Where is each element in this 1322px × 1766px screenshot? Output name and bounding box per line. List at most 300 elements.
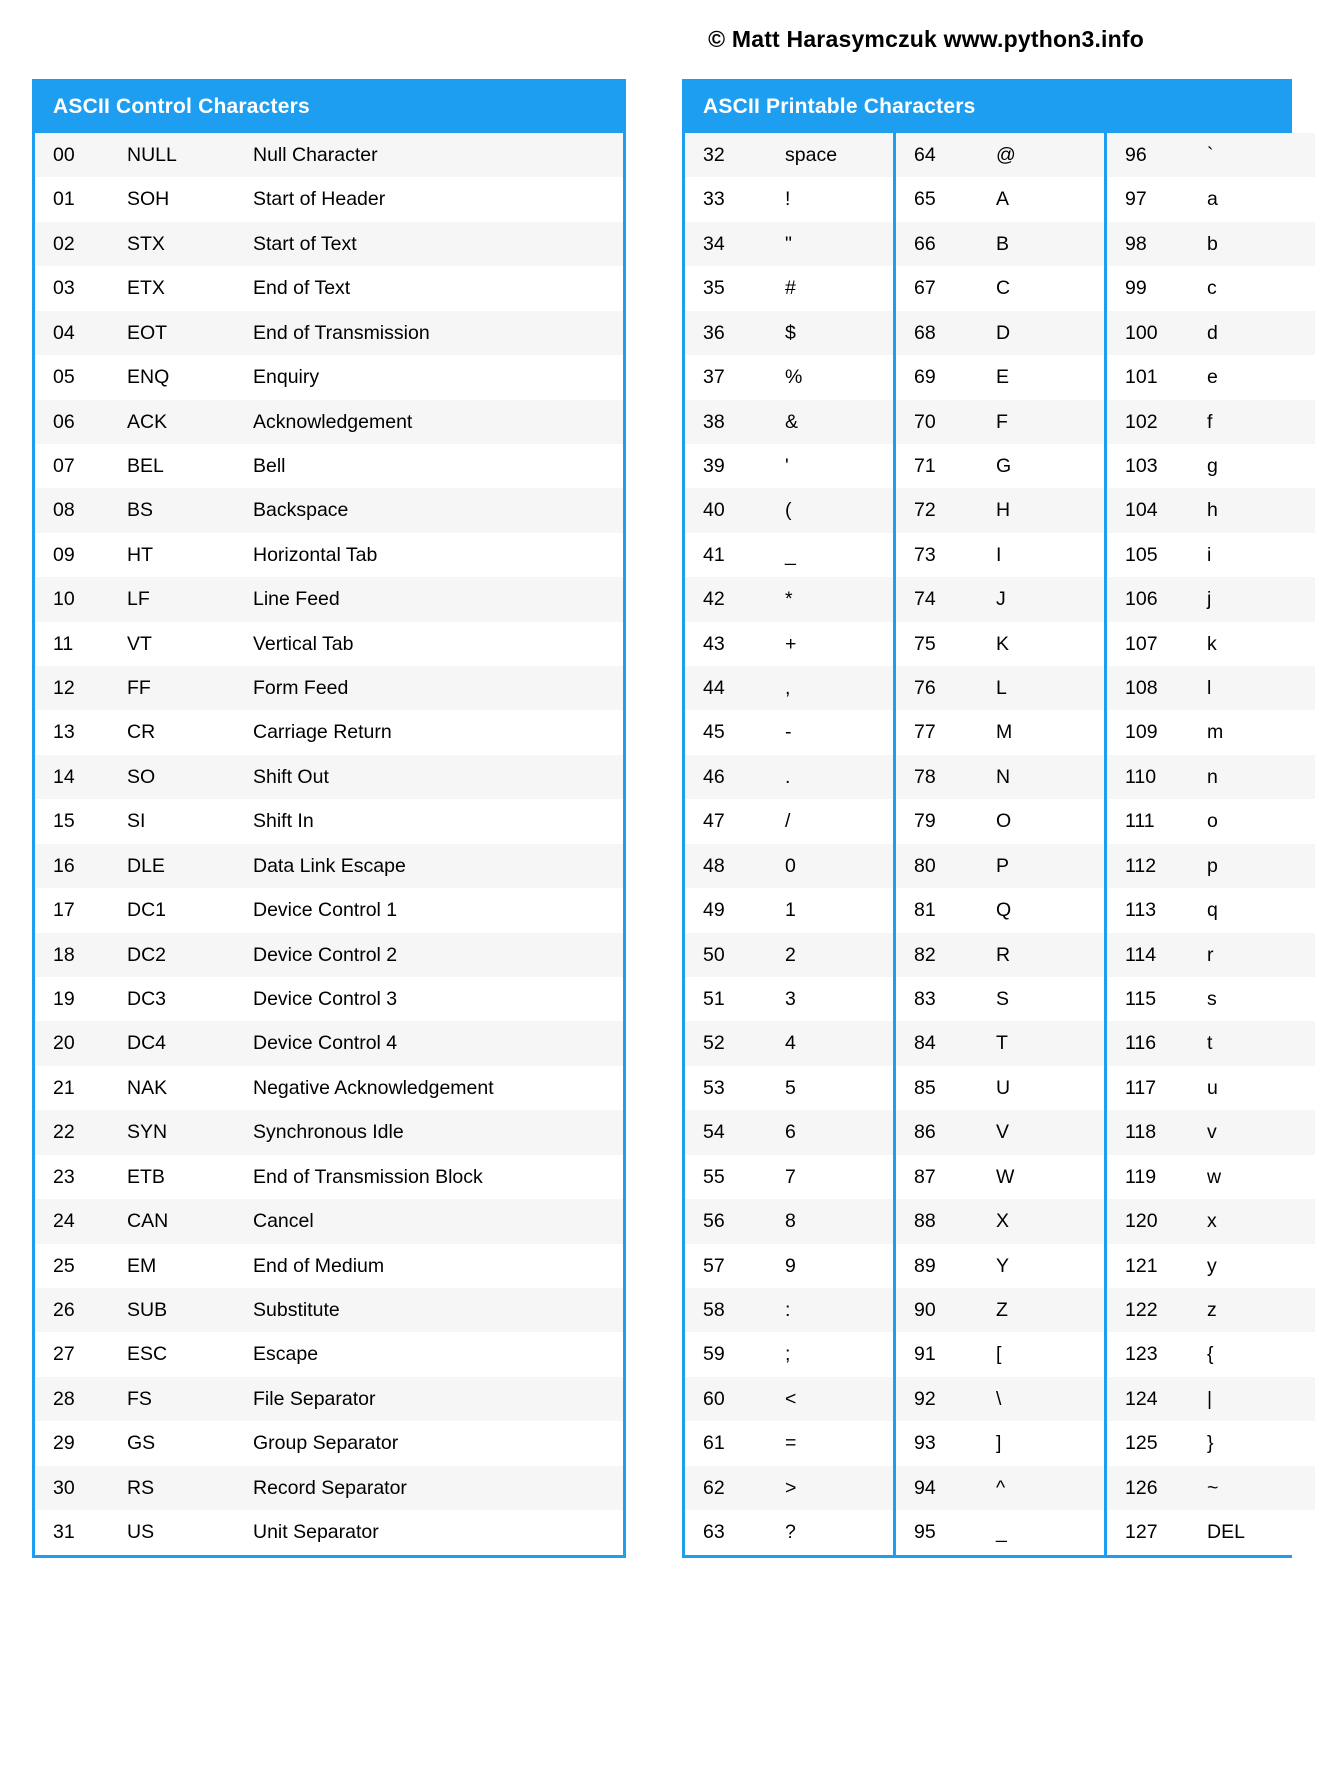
printable-character-glyph: L bbox=[996, 666, 1104, 710]
table-row bbox=[35, 311, 623, 355]
control-code-description: Group Separator bbox=[253, 1421, 623, 1465]
printable-code-decimal: 56 bbox=[685, 1199, 785, 1243]
printable-character-glyph: X bbox=[996, 1199, 1104, 1243]
printable-character-glyph: ~ bbox=[1207, 1466, 1315, 1510]
table-row bbox=[685, 533, 1315, 577]
printable-code-decimal: 75 bbox=[896, 622, 996, 666]
printable-code-decimal: 43 bbox=[685, 622, 785, 666]
printable-code-decimal: 91 bbox=[896, 1332, 996, 1376]
printable-character-glyph: v bbox=[1207, 1110, 1315, 1154]
printable-code-decimal: 94 bbox=[896, 1466, 996, 1510]
control-code-description: End of Text bbox=[253, 266, 623, 310]
printable-character-glyph: _ bbox=[785, 533, 893, 577]
printable-character-glyph: z bbox=[1207, 1288, 1315, 1332]
table-row bbox=[35, 266, 623, 310]
printable-code-decimal: 103 bbox=[1107, 444, 1207, 488]
printable-character-glyph: x bbox=[1207, 1199, 1315, 1243]
printable-code-decimal: 115 bbox=[1107, 977, 1207, 1021]
control-code-abbreviation: HT bbox=[127, 533, 253, 577]
ascii-printable-characters-panel bbox=[682, 79, 1292, 1558]
printable-character-glyph: Q bbox=[996, 888, 1104, 932]
printable-character-glyph: p bbox=[1207, 844, 1315, 888]
printable-code-decimal: 111 bbox=[1107, 799, 1207, 843]
control-code-decimal: 27 bbox=[35, 1332, 127, 1376]
printable-code-decimal: 59 bbox=[685, 1332, 785, 1376]
control-code-decimal: 30 bbox=[35, 1466, 127, 1510]
control-code-decimal: 19 bbox=[35, 977, 127, 1021]
printable-code-decimal: 107 bbox=[1107, 622, 1207, 666]
printable-code-decimal: 96 bbox=[1107, 133, 1207, 177]
printable-character-glyph: o bbox=[1207, 799, 1315, 843]
table-row bbox=[35, 844, 623, 888]
printable-code-decimal: 127 bbox=[1107, 1510, 1207, 1554]
control-code-description: Acknowledgement bbox=[253, 400, 623, 444]
table-row bbox=[35, 222, 623, 266]
control-code-abbreviation: FF bbox=[127, 666, 253, 710]
printable-code-decimal: 50 bbox=[685, 933, 785, 977]
printable-code-decimal: 123 bbox=[1107, 1332, 1207, 1376]
printable-character-glyph: B bbox=[996, 222, 1104, 266]
table-row bbox=[35, 400, 623, 444]
printable-code-decimal: 124 bbox=[1107, 1377, 1207, 1421]
ascii-control-characters-title: ASCII Control Characters bbox=[35, 82, 623, 133]
control-code-decimal: 08 bbox=[35, 488, 127, 532]
tables-container bbox=[30, 79, 1292, 1558]
printable-character-glyph: DEL bbox=[1207, 1510, 1315, 1554]
printable-character-glyph: ` bbox=[1207, 133, 1315, 177]
table-row bbox=[35, 1244, 623, 1288]
control-code-description: Device Control 2 bbox=[253, 933, 623, 977]
printable-code-decimal: 77 bbox=[896, 710, 996, 754]
printable-character-glyph: c bbox=[1207, 266, 1315, 310]
printable-character-glyph: 5 bbox=[785, 1066, 893, 1110]
control-code-abbreviation: EM bbox=[127, 1244, 253, 1288]
printable-code-decimal: 41 bbox=[685, 533, 785, 577]
table-row bbox=[35, 1199, 623, 1243]
control-code-abbreviation: DLE bbox=[127, 844, 253, 888]
control-code-description: Carriage Return bbox=[253, 710, 623, 754]
printable-code-decimal: 62 bbox=[685, 1466, 785, 1510]
table-row bbox=[685, 1466, 1315, 1510]
table-row bbox=[35, 1332, 623, 1376]
control-code-abbreviation: ETB bbox=[127, 1155, 253, 1199]
printable-character-glyph: ^ bbox=[996, 1466, 1104, 1510]
printable-code-decimal: 92 bbox=[896, 1377, 996, 1421]
printable-code-decimal: 80 bbox=[896, 844, 996, 888]
printable-code-decimal: 40 bbox=[685, 488, 785, 532]
printable-character-glyph: # bbox=[785, 266, 893, 310]
printable-code-decimal: 49 bbox=[685, 888, 785, 932]
printable-character-glyph: ' bbox=[785, 444, 893, 488]
printable-character-glyph: u bbox=[1207, 1066, 1315, 1110]
printable-code-decimal: 55 bbox=[685, 1155, 785, 1199]
control-code-abbreviation: SYN bbox=[127, 1110, 253, 1154]
printable-code-decimal: 99 bbox=[1107, 266, 1207, 310]
printable-code-decimal: 116 bbox=[1107, 1021, 1207, 1065]
printable-character-glyph: ! bbox=[785, 177, 893, 221]
table-row bbox=[35, 933, 623, 977]
control-code-decimal: 00 bbox=[35, 133, 127, 177]
control-code-decimal: 26 bbox=[35, 1288, 127, 1332]
table-row bbox=[685, 133, 1315, 177]
printable-character-glyph: I bbox=[996, 533, 1104, 577]
printable-character-glyph: b bbox=[1207, 222, 1315, 266]
control-code-description: Cancel bbox=[253, 1199, 623, 1243]
printable-code-decimal: 100 bbox=[1107, 311, 1207, 355]
printable-code-decimal: 83 bbox=[896, 977, 996, 1021]
table-row bbox=[35, 1155, 623, 1199]
printable-code-decimal: 68 bbox=[896, 311, 996, 355]
control-code-description: End of Medium bbox=[253, 1244, 623, 1288]
table-row bbox=[685, 755, 1315, 799]
printable-character-glyph: / bbox=[785, 799, 893, 843]
printable-character-glyph: 6 bbox=[785, 1110, 893, 1154]
table-row bbox=[35, 977, 623, 1021]
printable-character-glyph: > bbox=[785, 1466, 893, 1510]
control-code-abbreviation: DC1 bbox=[127, 888, 253, 932]
control-code-description: Bell bbox=[253, 444, 623, 488]
printable-code-decimal: 79 bbox=[896, 799, 996, 843]
printable-character-glyph: T bbox=[996, 1021, 1104, 1065]
printable-code-decimal: 82 bbox=[896, 933, 996, 977]
printable-character-glyph: 4 bbox=[785, 1021, 893, 1065]
control-code-abbreviation: SOH bbox=[127, 177, 253, 221]
control-code-abbreviation: US bbox=[127, 1510, 253, 1554]
control-code-description: Device Control 3 bbox=[253, 977, 623, 1021]
printable-code-decimal: 120 bbox=[1107, 1199, 1207, 1243]
control-code-description: Form Feed bbox=[253, 666, 623, 710]
printable-character-glyph: d bbox=[1207, 311, 1315, 355]
control-code-decimal: 18 bbox=[35, 933, 127, 977]
printable-character-glyph: O bbox=[996, 799, 1104, 843]
printable-code-decimal: 118 bbox=[1107, 1110, 1207, 1154]
printable-code-decimal: 53 bbox=[685, 1066, 785, 1110]
table-row bbox=[685, 400, 1315, 444]
table-row bbox=[35, 755, 623, 799]
printable-code-decimal: 88 bbox=[896, 1199, 996, 1243]
printable-code-decimal: 51 bbox=[685, 977, 785, 1021]
control-code-abbreviation: GS bbox=[127, 1421, 253, 1465]
table-row bbox=[35, 1066, 623, 1110]
control-code-decimal: 10 bbox=[35, 577, 127, 621]
control-code-abbreviation: SUB bbox=[127, 1288, 253, 1332]
printable-code-decimal: 108 bbox=[1107, 666, 1207, 710]
printable-code-decimal: 63 bbox=[685, 1510, 785, 1554]
control-code-abbreviation: RS bbox=[127, 1466, 253, 1510]
printable-code-decimal: 37 bbox=[685, 355, 785, 399]
table-row bbox=[35, 1110, 623, 1154]
ascii-printable-characters-table bbox=[685, 133, 1315, 1555]
control-code-decimal: 31 bbox=[35, 1510, 127, 1554]
control-code-description: Horizontal Tab bbox=[253, 533, 623, 577]
control-code-description: Line Feed bbox=[253, 577, 623, 621]
printable-character-glyph: 3 bbox=[785, 977, 893, 1021]
printable-code-decimal: 81 bbox=[896, 888, 996, 932]
printable-code-decimal: 112 bbox=[1107, 844, 1207, 888]
printable-code-decimal: 95 bbox=[896, 1510, 996, 1554]
printable-character-glyph: & bbox=[785, 400, 893, 444]
printable-character-glyph: G bbox=[996, 444, 1104, 488]
control-code-description: File Separator bbox=[253, 1377, 623, 1421]
table-row bbox=[35, 888, 623, 932]
printable-character-glyph: $ bbox=[785, 311, 893, 355]
printable-character-glyph: l bbox=[1207, 666, 1315, 710]
printable-character-glyph: % bbox=[785, 355, 893, 399]
printable-character-glyph: H bbox=[996, 488, 1104, 532]
printable-code-decimal: 109 bbox=[1107, 710, 1207, 754]
control-code-decimal: 21 bbox=[35, 1066, 127, 1110]
control-code-abbreviation: ENQ bbox=[127, 355, 253, 399]
printable-code-decimal: 90 bbox=[896, 1288, 996, 1332]
printable-code-decimal: 84 bbox=[896, 1021, 996, 1065]
printable-character-glyph: . bbox=[785, 755, 893, 799]
printable-code-decimal: 78 bbox=[896, 755, 996, 799]
control-code-abbreviation: ESC bbox=[127, 1332, 253, 1376]
printable-code-decimal: 45 bbox=[685, 710, 785, 754]
table-row bbox=[35, 666, 623, 710]
control-code-description: Start of Header bbox=[253, 177, 623, 221]
printable-character-glyph: 1 bbox=[785, 888, 893, 932]
control-code-decimal: 09 bbox=[35, 533, 127, 577]
control-code-abbreviation: BS bbox=[127, 488, 253, 532]
control-code-description: Device Control 4 bbox=[253, 1021, 623, 1065]
printable-code-decimal: 38 bbox=[685, 400, 785, 444]
control-code-abbreviation: BEL bbox=[127, 444, 253, 488]
printable-code-decimal: 113 bbox=[1107, 888, 1207, 932]
table-row bbox=[35, 133, 623, 177]
control-code-description: Device Control 1 bbox=[253, 888, 623, 932]
printable-character-glyph: C bbox=[996, 266, 1104, 310]
printable-character-glyph: J bbox=[996, 577, 1104, 621]
printable-character-glyph: | bbox=[1207, 1377, 1315, 1421]
control-code-abbreviation: ETX bbox=[127, 266, 253, 310]
printable-code-decimal: 32 bbox=[685, 133, 785, 177]
printable-code-decimal: 110 bbox=[1107, 755, 1207, 799]
control-code-abbreviation: VT bbox=[127, 622, 253, 666]
printable-character-glyph: W bbox=[996, 1155, 1104, 1199]
printable-code-decimal: 105 bbox=[1107, 533, 1207, 577]
printable-code-decimal: 106 bbox=[1107, 577, 1207, 621]
control-code-description: End of Transmission bbox=[253, 311, 623, 355]
printable-code-decimal: 66 bbox=[896, 222, 996, 266]
table-row bbox=[685, 177, 1315, 221]
control-code-description: Record Separator bbox=[253, 1466, 623, 1510]
table-row bbox=[685, 444, 1315, 488]
table-row bbox=[685, 1332, 1315, 1376]
printable-code-decimal: 125 bbox=[1107, 1421, 1207, 1465]
table-row bbox=[685, 1244, 1315, 1288]
control-code-abbreviation: EOT bbox=[127, 311, 253, 355]
printable-character-glyph: < bbox=[785, 1377, 893, 1421]
control-code-abbreviation: ACK bbox=[127, 400, 253, 444]
table-row bbox=[35, 1288, 623, 1332]
printable-character-glyph: a bbox=[1207, 177, 1315, 221]
printable-character-glyph: , bbox=[785, 666, 893, 710]
control-code-abbreviation: CAN bbox=[127, 1199, 253, 1243]
printable-character-glyph: D bbox=[996, 311, 1104, 355]
control-code-decimal: 03 bbox=[35, 266, 127, 310]
table-row bbox=[685, 1155, 1315, 1199]
table-row bbox=[35, 177, 623, 221]
table-row bbox=[685, 1288, 1315, 1332]
control-code-decimal: 25 bbox=[35, 1244, 127, 1288]
printable-character-glyph: M bbox=[996, 710, 1104, 754]
table-row bbox=[35, 1377, 623, 1421]
printable-code-decimal: 65 bbox=[896, 177, 996, 221]
printable-character-glyph: t bbox=[1207, 1021, 1315, 1065]
printable-code-decimal: 70 bbox=[896, 400, 996, 444]
ascii-control-characters-table bbox=[35, 133, 623, 1555]
printable-character-glyph: f bbox=[1207, 400, 1315, 444]
printable-character-glyph: r bbox=[1207, 933, 1315, 977]
printable-code-decimal: 97 bbox=[1107, 177, 1207, 221]
table-row bbox=[685, 799, 1315, 843]
table-row bbox=[685, 1199, 1315, 1243]
printable-character-glyph: i bbox=[1207, 533, 1315, 577]
control-code-decimal: 01 bbox=[35, 177, 127, 221]
table-row bbox=[685, 222, 1315, 266]
printable-code-decimal: 104 bbox=[1107, 488, 1207, 532]
control-code-abbreviation: DC3 bbox=[127, 977, 253, 1021]
control-code-decimal: 15 bbox=[35, 799, 127, 843]
control-code-description: Enquiry bbox=[253, 355, 623, 399]
printable-code-decimal: 35 bbox=[685, 266, 785, 310]
printable-code-decimal: 74 bbox=[896, 577, 996, 621]
table-row bbox=[35, 577, 623, 621]
control-code-description: Unit Separator bbox=[253, 1510, 623, 1554]
printable-character-glyph: V bbox=[996, 1110, 1104, 1154]
printable-code-decimal: 72 bbox=[896, 488, 996, 532]
control-code-decimal: 07 bbox=[35, 444, 127, 488]
control-code-description: Backspace bbox=[253, 488, 623, 532]
printable-character-glyph: w bbox=[1207, 1155, 1315, 1199]
table-row bbox=[685, 1110, 1315, 1154]
printable-character-glyph: ? bbox=[785, 1510, 893, 1554]
control-code-decimal: 06 bbox=[35, 400, 127, 444]
printable-character-glyph: Y bbox=[996, 1244, 1104, 1288]
printable-code-decimal: 126 bbox=[1107, 1466, 1207, 1510]
printable-character-glyph: + bbox=[785, 622, 893, 666]
printable-code-decimal: 48 bbox=[685, 844, 785, 888]
printable-character-glyph: R bbox=[996, 933, 1104, 977]
credit-line: © Matt Harasymczuk www.python3.info bbox=[708, 26, 1144, 52]
control-code-decimal: 28 bbox=[35, 1377, 127, 1421]
printable-character-glyph: - bbox=[785, 710, 893, 754]
control-code-description: Synchronous Idle bbox=[253, 1110, 623, 1154]
table-row bbox=[35, 1021, 623, 1065]
printable-character-glyph: { bbox=[1207, 1332, 1315, 1376]
printable-character-glyph: h bbox=[1207, 488, 1315, 532]
printable-code-decimal: 86 bbox=[896, 1110, 996, 1154]
control-code-abbreviation: SO bbox=[127, 755, 253, 799]
ascii-printable-characters-title: ASCII Printable Characters bbox=[685, 82, 1289, 133]
printable-character-glyph: * bbox=[785, 577, 893, 621]
control-code-decimal: 12 bbox=[35, 666, 127, 710]
table-row bbox=[35, 355, 623, 399]
table-row bbox=[685, 710, 1315, 754]
table-row bbox=[685, 1421, 1315, 1465]
printable-character-glyph: A bbox=[996, 177, 1104, 221]
printable-code-decimal: 85 bbox=[896, 1066, 996, 1110]
printable-code-decimal: 87 bbox=[896, 1155, 996, 1199]
table-row bbox=[685, 577, 1315, 621]
printable-code-decimal: 61 bbox=[685, 1421, 785, 1465]
control-code-decimal: 04 bbox=[35, 311, 127, 355]
table-row bbox=[685, 355, 1315, 399]
table-row bbox=[35, 1510, 623, 1554]
control-code-abbreviation: DC2 bbox=[127, 933, 253, 977]
control-code-decimal: 16 bbox=[35, 844, 127, 888]
table-row bbox=[685, 1066, 1315, 1110]
control-code-abbreviation: NULL bbox=[127, 133, 253, 177]
printable-code-decimal: 64 bbox=[896, 133, 996, 177]
table-row bbox=[685, 1377, 1315, 1421]
printable-code-decimal: 73 bbox=[896, 533, 996, 577]
printable-code-decimal: 93 bbox=[896, 1421, 996, 1465]
printable-character-glyph: ] bbox=[996, 1421, 1104, 1465]
printable-character-glyph: [ bbox=[996, 1332, 1104, 1376]
ascii-control-characters-panel bbox=[32, 79, 626, 1558]
printable-code-decimal: 57 bbox=[685, 1244, 785, 1288]
printable-character-glyph: ; bbox=[785, 1332, 893, 1376]
printable-character-glyph: e bbox=[1207, 355, 1315, 399]
printable-character-glyph: _ bbox=[996, 1510, 1104, 1554]
printable-code-decimal: 42 bbox=[685, 577, 785, 621]
control-code-abbreviation: DC4 bbox=[127, 1021, 253, 1065]
printable-code-decimal: 39 bbox=[685, 444, 785, 488]
table-row bbox=[35, 533, 623, 577]
table-row bbox=[685, 933, 1315, 977]
printable-character-glyph: 2 bbox=[785, 933, 893, 977]
control-code-decimal: 11 bbox=[35, 622, 127, 666]
control-code-decimal: 14 bbox=[35, 755, 127, 799]
table-row bbox=[35, 1466, 623, 1510]
table-row bbox=[35, 710, 623, 754]
control-code-decimal: 05 bbox=[35, 355, 127, 399]
table-row bbox=[685, 666, 1315, 710]
control-code-abbreviation: LF bbox=[127, 577, 253, 621]
printable-code-decimal: 122 bbox=[1107, 1288, 1207, 1332]
printable-character-glyph: \ bbox=[996, 1377, 1104, 1421]
table-row bbox=[685, 977, 1315, 1021]
table-row bbox=[35, 1421, 623, 1465]
printable-code-decimal: 34 bbox=[685, 222, 785, 266]
printable-character-glyph: = bbox=[785, 1421, 893, 1465]
printable-code-decimal: 60 bbox=[685, 1377, 785, 1421]
control-code-description: Shift In bbox=[253, 799, 623, 843]
control-code-abbreviation: FS bbox=[127, 1377, 253, 1421]
control-code-description: Null Character bbox=[253, 133, 623, 177]
printable-code-decimal: 47 bbox=[685, 799, 785, 843]
printable-character-glyph: g bbox=[1207, 444, 1315, 488]
printable-character-glyph: K bbox=[996, 622, 1104, 666]
printable-character-glyph: @ bbox=[996, 133, 1104, 177]
printable-character-glyph: q bbox=[1207, 888, 1315, 932]
table-row bbox=[685, 844, 1315, 888]
printable-code-decimal: 52 bbox=[685, 1021, 785, 1065]
table-row bbox=[35, 444, 623, 488]
printable-character-glyph: 9 bbox=[785, 1244, 893, 1288]
printable-character-glyph: : bbox=[785, 1288, 893, 1332]
printable-character-glyph: 0 bbox=[785, 844, 893, 888]
control-code-description: Substitute bbox=[253, 1288, 623, 1332]
control-code-abbreviation: CR bbox=[127, 710, 253, 754]
table-row bbox=[35, 488, 623, 532]
printable-code-decimal: 33 bbox=[685, 177, 785, 221]
control-code-decimal: 20 bbox=[35, 1021, 127, 1065]
printable-code-decimal: 117 bbox=[1107, 1066, 1207, 1110]
printable-character-glyph: m bbox=[1207, 710, 1315, 754]
